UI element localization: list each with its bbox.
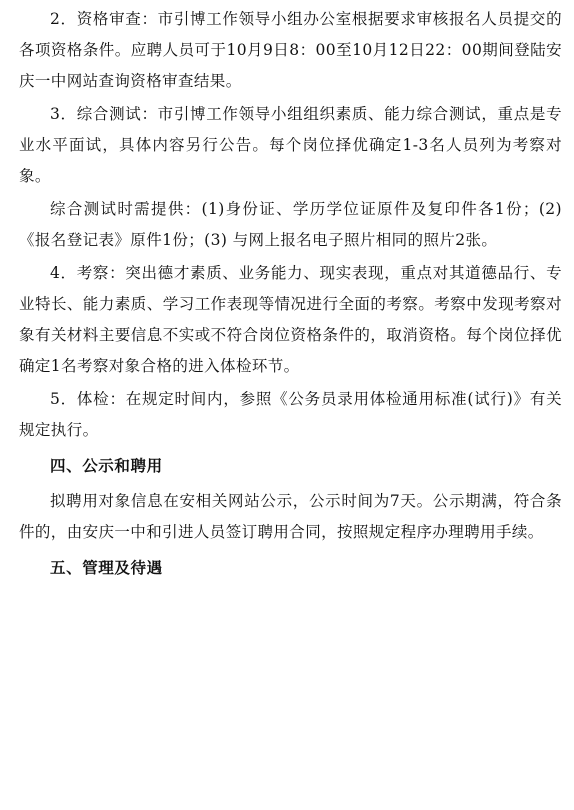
paragraph-inspection: 4．考察：突出德才素质、业务能力、现实表现，重点对其道德品行、专业特长、能力素质、学习工作表现等情况进行全面的考察。考察中发现考察对象有关材料主要信息不实或不符合岗位资格条件的，取消资格。每个岗位择优确定1名考察对象合格的进入体检环节。	[19, 264, 562, 375]
paragraph-qualification-review: 2．资格审查：市引博工作领导小组办公室根据要求审核报名人员提交的各项资格条件。应聘人员可于10月9日8：00至10月12日22：00期间登陆安庆一中网站查询资格审查结果。	[19, 10, 562, 90]
section-heading-management: 五、管理及待遇	[50, 559, 163, 577]
paragraph-test-materials: 综合测试时需提供：(1)身份证、学历学位证原件及复印件各1份；(2)《报名登记表》原件1份；(3) 与网上报名电子照片相同的照片2张。	[19, 200, 562, 249]
paragraph-comprehensive-test: 3．综合测试：市引博工作领导小组组织素质、能力综合测试，重点是专业水平面试，具体内容另行公告。每个岗位择优确定1-3名人员列为考察对象。	[19, 105, 562, 185]
section-heading-publicity: 四、公示和聘用	[50, 457, 163, 475]
paragraph-publicity-hiring: 拟聘用对象信息在安相关网站公示，公示时间为7天。公示期满，符合条件的，由安庆一中和引进人员签订聘用合同，按照规定程序办理聘用手续。	[19, 492, 562, 541]
paragraph-physical-exam: 5．体检：在规定时间内，参照《公务员录用体检通用标准(试行)》有关规定执行。	[19, 390, 562, 439]
